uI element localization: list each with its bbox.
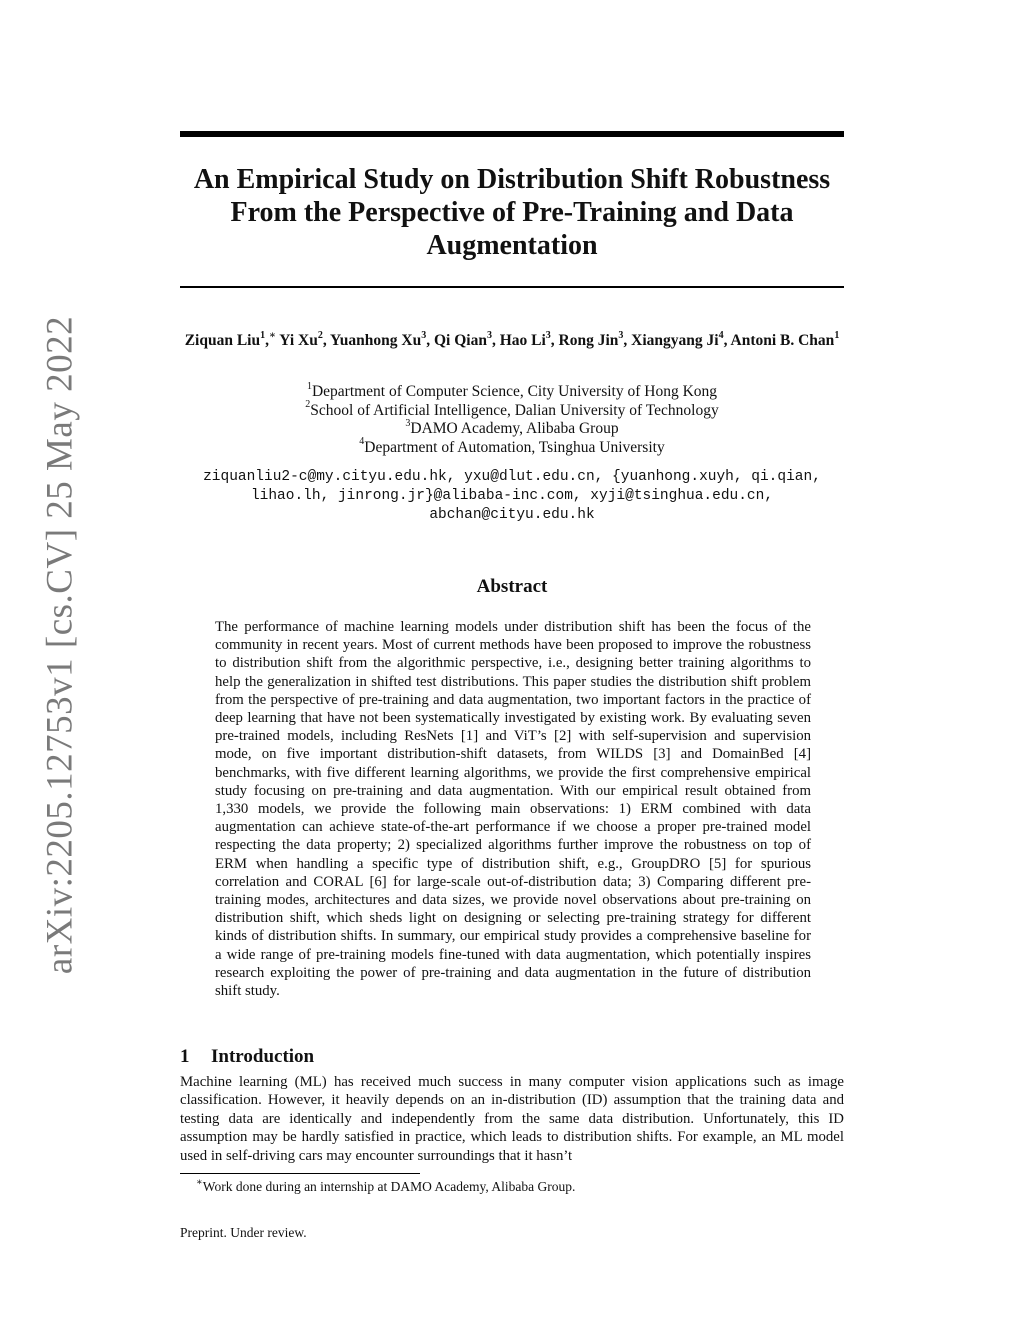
footnote-rule [180,1173,420,1174]
author-name: Hao Li [499,332,546,349]
author-affiliation-mark: 1 [834,329,840,341]
affiliation-mark: 3 [405,417,411,429]
paper-title: An Empirical Study on Distribution Shift Robustness From the Perspective of Pre-Training and Data Augmentation [193,164,831,261]
author-affiliation-mark: 3 [545,329,551,341]
author-footnote-mark: ∗ [268,329,276,341]
affiliation-text: School of Artificial Intelligence, Dalian University of Technology [310,401,719,419]
email-line: ziquanliu2-c@my.cityu.edu.hk, yxu@dlut.edu.cn, {yuanhong.xuyh, qi.qian, [203,469,821,485]
author-name: Xiangyang Ji [631,332,719,349]
affiliation [180,380,844,402]
author-name: Yuanhong Xu [330,332,422,349]
affiliation-list [180,380,844,457]
author [730,329,840,349]
author-name: Ziquan Liu [184,332,261,349]
author [631,329,724,349]
author-affiliation-mark: 2 [317,329,323,341]
footnote-text: Work done during an internship at DAMO Academy, Alibaba Group. [202,1179,576,1194]
title-bottom-rule [180,286,844,288]
affiliation-text: DAMO Academy, Alibaba Group [410,420,619,437]
email-line: lihao.lh, jinrong.jr}@alibaba-inc.com, xyji@tsinghua.edu.cn, [250,488,774,504]
affiliation [180,417,844,439]
author [558,329,624,349]
footnote-mark: ∗ [196,1176,203,1188]
author-affiliation-mark: 3 [421,329,427,341]
section-number: 1 [180,1046,190,1067]
abstract-heading: Abstract [476,576,548,597]
affiliation-mark: 2 [305,399,311,411]
section-heading-introduction [180,1046,314,1068]
affiliation-mark: 1 [306,380,312,392]
affiliation-text: Department of Computer Science, City University of Hong Kong [311,383,718,400]
author-name: Rong Jin [558,332,619,349]
preprint-note: Preprint. Under review. [180,1225,307,1240]
abstract-text: The performance of machine learning models under distribution shift has been the focus of the community in recent years. Most of current methods have been proposed to improve the robustness to distribution shift from the algorithmic perspective, i.e., designing better training algorithms to help the generalization in shifted test distributions. This paper studies the distribution shift problem from the perspective of pre-training and data augmentation, two important factors in the practice of deep learning that have not been systematically investigated by existing work. By evaluating seven pre-trained models, including ResNets [1] and ViT’s [2] with self-supervision and supervision mode, on five important distribution-shift datasets, from WILDS [3] and DomainBed [4] benchmarks, with five different learning algorithms, we provide the first comprehensive empirical study focusing on pre-training and data augmentation. With our empirical result obtained from 1,330 models, we provide the following main observations: 1) ERM combined with data augmentation can achieve state-of-the-art performance if we choose a proper pre-trained model respecting the data property; 2) specialized algorithms further improve the robustness on top of ERM when handling a specific type of distribution shift, e.g., GroupDRO [5] for spurious correlation and CORAL [6] for large-scale out-of-distribution data; 3) Comparing different pre-training modes, architectures and data sizes, we provide novel observations about pre-training on distribution shift, which sheds light on designing or selecting pre-training strategy for different kinds of distribution shifts. In summary, our empirical study provides a comprehensive baseline for a wide range of pre-training models fine-tuned with data augmentation, which potentially inspires research exploiting the power of pre-training and data augmentation in the future of distribution shift study. [215,619,811,1000]
author-affiliation-mark: 1 [260,329,266,341]
email-line: abchan@cityu.edu.hk [429,507,595,523]
title-top-rule [180,131,844,137]
section-title: Introduction [211,1046,315,1067]
author-name: Antoni B. Chan [730,332,835,349]
author [279,329,323,349]
author-affiliation-mark: 4 [718,329,724,341]
author: Ziquan Liu$^1$,∗ [184,329,276,349]
arxiv-identifier: arXiv:2205.12753v1 [cs.CV] 25 May 2022 [39,315,81,975]
email-list [180,468,844,525]
affiliation [180,436,844,458]
author-affiliation-mark: 3 [618,329,624,341]
footnote [196,1176,576,1195]
affiliation [180,399,844,421]
affiliation-text: Department of Automation, Tsinghua University [364,438,665,456]
author [433,329,492,349]
introduction-text: Machine learning (ML) has received much success in many computer vision applications such as image classification. However, it heavily depends on an in-distribution (ID) assumption that the training data and testing data are identically and independently from the same data distribution. Unfortunately, this ID assumption may be hardly satisfied in practice, which leads to distribution shifts. For example, an ML model used in self-driving cars may encounter surroundings that it hasn’t [180,1074,844,1164]
author-name: Yi Xu [279,332,318,349]
affiliation-mark: 4 [359,436,365,448]
author [499,329,551,349]
author [330,329,427,349]
author-affiliation-mark: 3 [486,329,492,341]
author-list: Ziquan Liu$^1$,∗ Yi Xu$^2$, Yuanhong Xu$^3$, Qi Qian$^3$, Hao Li$^3$, Rong Jin$^3$, Xiangyang Ji$^4$, Antoni B. Chan$^1$ [184,329,840,349]
author-name: Qi Qian [433,332,487,349]
